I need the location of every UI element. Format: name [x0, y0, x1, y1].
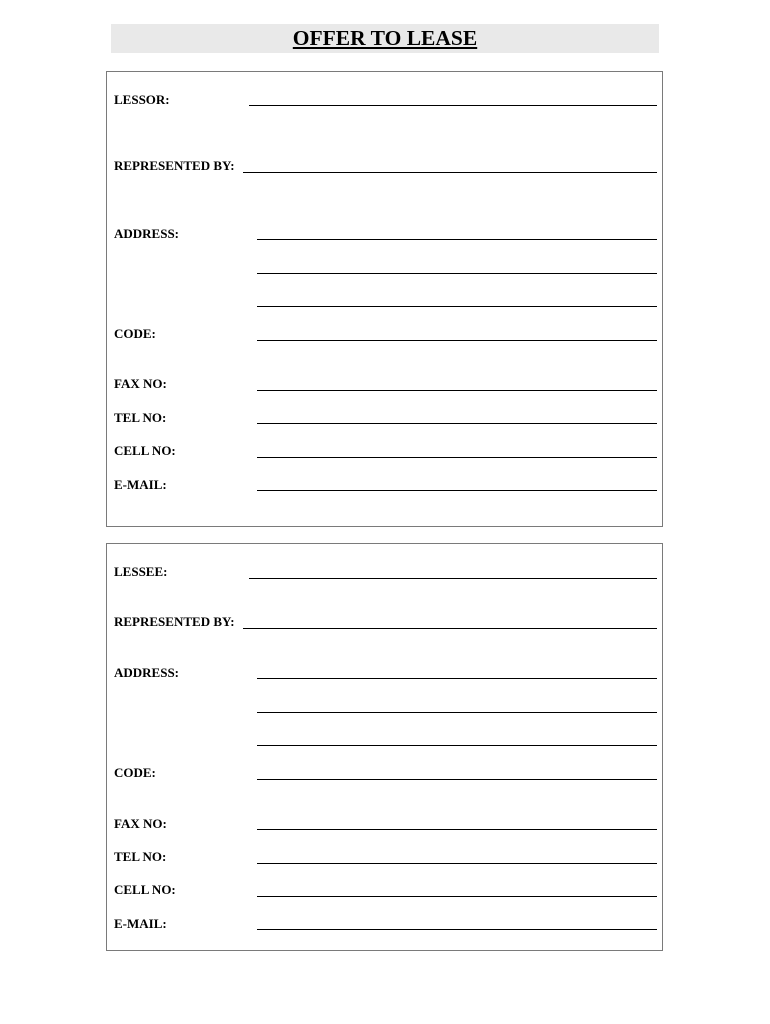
lessee-email-label: E-MAIL:	[114, 916, 167, 931]
lessee-cell-field[interactable]	[257, 896, 657, 897]
lessor-section	[106, 71, 663, 527]
lessor-field[interactable]	[249, 105, 657, 106]
lessee-section	[106, 543, 663, 951]
lessor-label: LESSOR:	[114, 92, 170, 107]
lessee-address-field-3[interactable]	[257, 745, 657, 746]
lessee-fax-label: FAX NO:	[114, 816, 167, 831]
lessee-address-label: ADDRESS:	[114, 665, 180, 680]
lessee-represented-by-field[interactable]	[243, 628, 657, 629]
lessor-cell-label: CELL NO:	[114, 443, 176, 458]
lessor-address-field-2[interactable]	[257, 273, 657, 274]
page-title: OFFER TO LEASE	[292, 26, 478, 50]
lessor-represented-by-field[interactable]	[243, 172, 657, 173]
lessor-address-field-1[interactable]	[257, 239, 657, 240]
lessor-fax-label: FAX NO:	[114, 376, 167, 391]
lessor-tel-label: TEL NO:	[114, 410, 167, 425]
lessor-email-label: E-MAIL:	[114, 477, 167, 492]
lessee-email-field[interactable]	[257, 929, 657, 930]
lessee-cell-label: CELL NO:	[114, 882, 176, 897]
lessor-tel-field[interactable]	[257, 423, 657, 424]
lessor-represented-by-label: REPRESENTED BY:	[114, 158, 235, 173]
lessee-fax-field[interactable]	[257, 829, 657, 830]
lessee-tel-field[interactable]	[257, 863, 657, 864]
lessor-code-label: CODE:	[114, 326, 156, 341]
lessor-code-field[interactable]	[257, 340, 657, 341]
lessee-label: LESSEE:	[114, 564, 168, 579]
lessee-represented-by-label: REPRESENTED BY:	[114, 614, 235, 629]
lessee-code-label: CODE:	[114, 765, 156, 780]
lessee-code-field[interactable]	[257, 779, 657, 780]
lessee-address-field-2[interactable]	[257, 712, 657, 713]
lessee-address-field-1[interactable]	[257, 678, 657, 679]
lessor-cell-field[interactable]	[257, 457, 657, 458]
lessee-field[interactable]	[249, 578, 657, 579]
lessor-address-field-3[interactable]	[257, 306, 657, 307]
lessor-fax-field[interactable]	[257, 390, 657, 391]
title-bar	[111, 24, 659, 53]
lessor-address-label: ADDRESS:	[114, 226, 180, 241]
lessee-tel-label: TEL NO:	[114, 849, 167, 864]
lessor-email-field[interactable]	[257, 490, 657, 491]
